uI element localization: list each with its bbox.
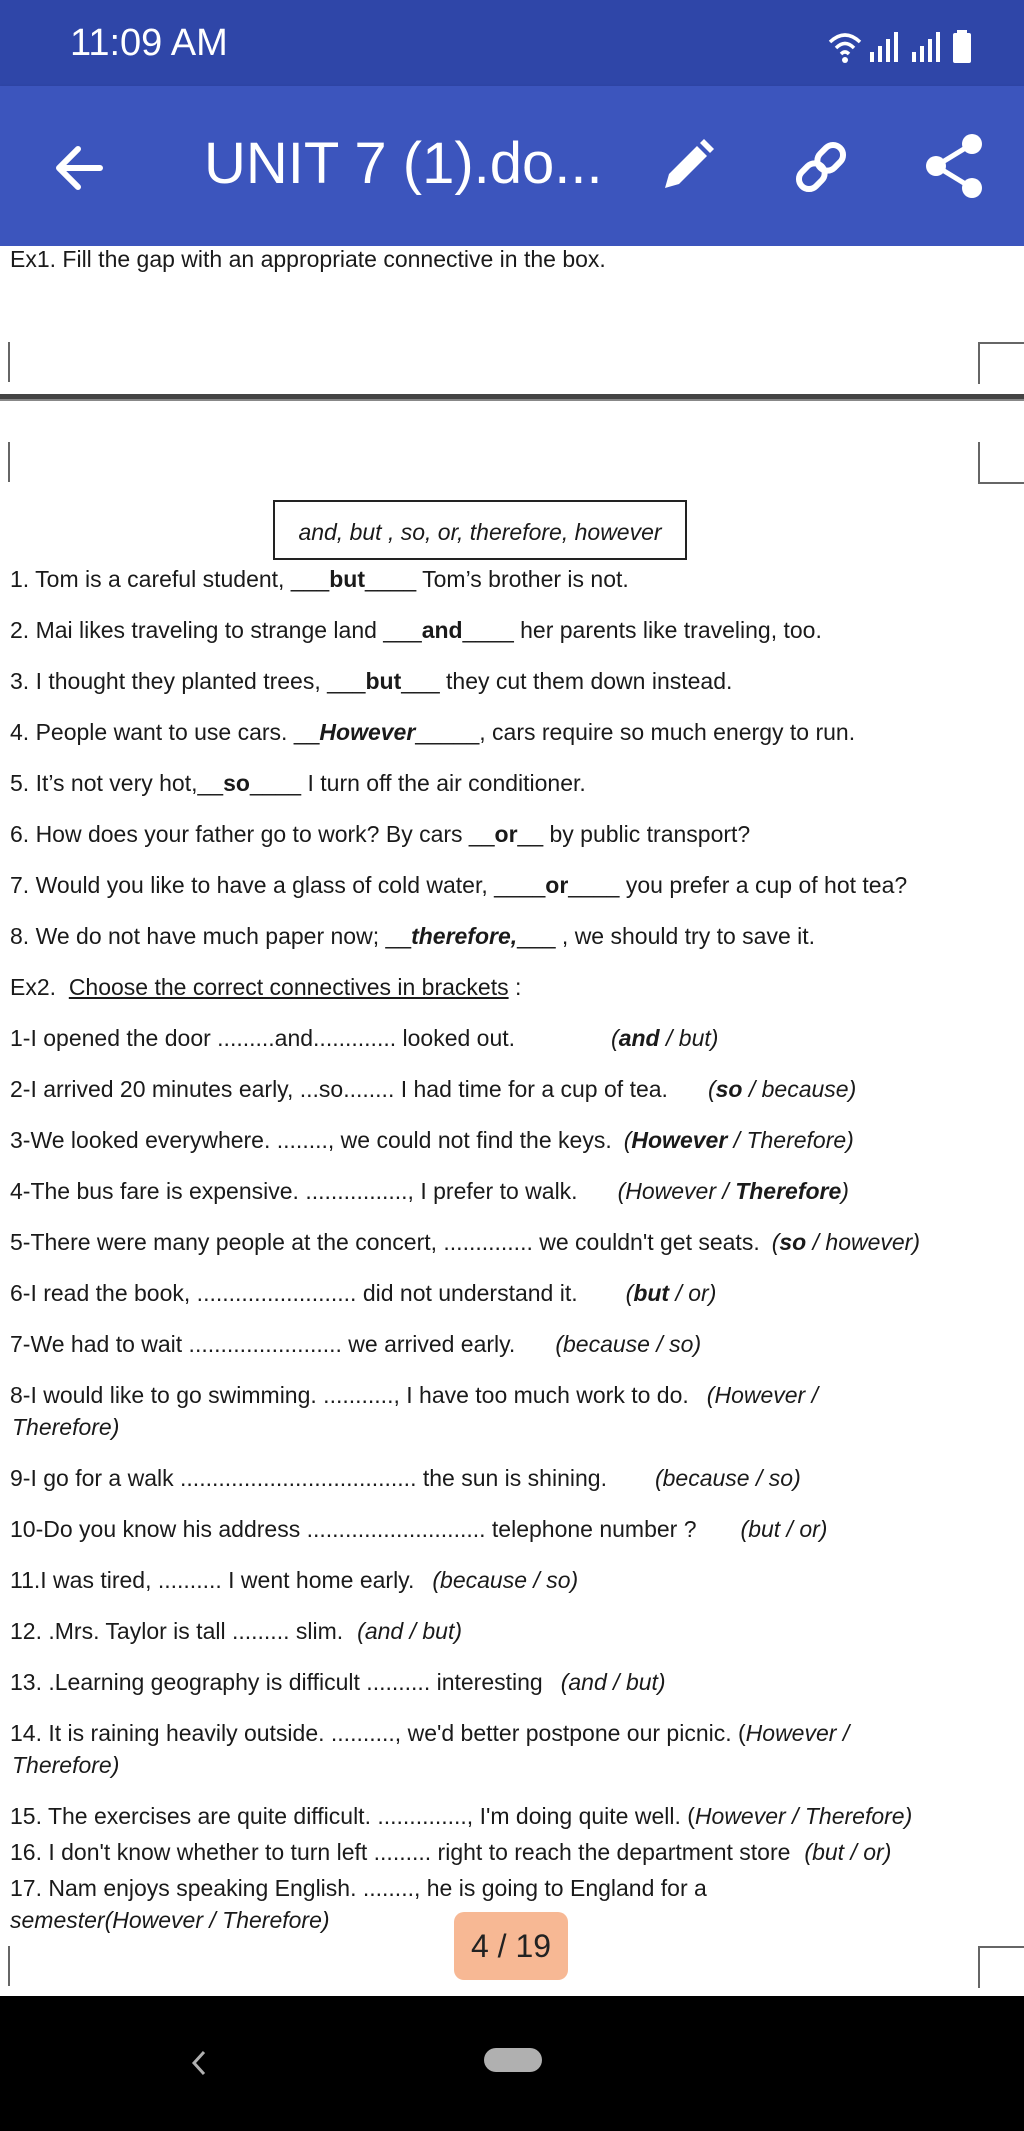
- ex2-item: 11.I was tired, .......... I went home early. (because / so): [10, 1567, 579, 1593]
- ex1-header: Ex1. Fill the gap with an appropriate connective in the box.: [10, 246, 606, 272]
- ex2-item: 1-I opened the door .........and............. looked out. (and / but): [10, 1025, 719, 1051]
- nav-home-button[interactable]: [484, 2048, 542, 2072]
- cell-signal-icon-2: [910, 30, 946, 64]
- ex2-item: 8-I would like to go swimming. ..........., I have too much work to do. (However /: [10, 1382, 818, 1408]
- system-nav-bar: [0, 1996, 1024, 2131]
- arrow-left-icon: [50, 138, 110, 198]
- share-icon: [922, 132, 986, 200]
- ex2-item-continued: Therefore): [12, 1414, 120, 1440]
- document-viewer[interactable]: [0, 246, 1024, 1996]
- ex2-item: 5-There were many people at the concert, .............. we couldn't get seats. (so / however): [10, 1229, 921, 1255]
- link-icon: [788, 134, 854, 200]
- ex2-item: 9-I go for a walk ..................................... the sun is shining. (because / so): [10, 1465, 801, 1491]
- page-corner-mark: [0, 1946, 10, 1986]
- ex1-item: 4. People want to use cars. __However_____, cars require so much energy to run.: [10, 719, 856, 745]
- ex2-item: 17. Nam enjoys speaking English. ........, he is going to England for a: [10, 1875, 707, 1901]
- ex1-item: 1. Tom is a careful student, ___but____ Tom’s brother is not.: [10, 566, 629, 592]
- ex1-item: 8. We do not have much paper now; __therefore,___ , we should try to save it.: [10, 923, 816, 949]
- ex2-item: 7-We had to wait ........................ we arrived early. (because / so): [10, 1331, 702, 1357]
- wifi-icon: [828, 30, 862, 64]
- page-corner-mark: [0, 442, 10, 482]
- ex2-item: 6-I read the book, ......................... did not understand it. (but / or): [10, 1280, 717, 1306]
- ex2-item: 12. .Mrs. Taylor is tall ......... slim. (and / but): [10, 1618, 463, 1644]
- ex2-item-continued: Therefore): [12, 1752, 120, 1778]
- pencil-icon: [655, 134, 719, 198]
- connectives-box: and, but , so, or, therefore, however: [273, 500, 687, 560]
- page-corner-mark: [0, 342, 10, 382]
- document-title: UNIT 7 (1).do...: [204, 131, 603, 196]
- page-indicator: 4 / 19: [454, 1912, 568, 1980]
- link-button[interactable]: [788, 134, 854, 200]
- ex1-item: 7. Would you like to have a glass of cold water, ____or____ you prefer a cup of hot tea?: [10, 872, 908, 898]
- status-bar: [0, 0, 1024, 86]
- page-corner-mark: [978, 442, 1024, 484]
- ex2-item-continued: semester(However / Therefore): [10, 1907, 330, 1933]
- ex2-item: 15. The exercises are quite difficult. .............., I'm doing quite well. (However / Therefore): [10, 1803, 913, 1829]
- ex1-item: 6. How does your father go to work? By cars __or__ by public transport?: [10, 821, 751, 847]
- ex2-item: 13. .Learning geography is difficult .......... interesting (and / but): [10, 1669, 666, 1695]
- back-button[interactable]: [50, 138, 110, 198]
- status-time: 11:09 AM: [70, 22, 228, 64]
- share-button[interactable]: [922, 132, 986, 200]
- ex1-item: 2. Mai likes traveling to strange land ___and____ her parents like traveling, too.: [10, 617, 822, 643]
- ex2-item: 16. I don't know whether to turn left ......... right to reach the department store (but / or): [10, 1839, 892, 1865]
- page-corner-mark: [978, 1946, 1024, 1988]
- ex1-item: 5. It’s not very hot,__so____ I turn off the air conditioner.: [10, 770, 586, 796]
- ex2-item: 3-We looked everywhere. ........, we could not find the keys. (However / Therefore): [10, 1127, 854, 1153]
- ex2-item: 14. It is raining heavily outside. .........., we'd better postpone our picnic. (However /: [10, 1720, 850, 1746]
- chevron-left-icon: [186, 2048, 210, 2078]
- nav-back-button[interactable]: [186, 2048, 210, 2078]
- app-bar: [0, 86, 1024, 246]
- page-separator: [0, 394, 1024, 401]
- ex2-header: Ex2. Choose the correct connectives in brackets :: [10, 974, 522, 1000]
- ex2-item: 2-I arrived 20 minutes early, ...so........ I had time for a cup of tea. (so / because): [10, 1076, 857, 1102]
- status-icons: [828, 24, 972, 64]
- cell-signal-icon: [868, 30, 904, 64]
- page-corner-mark: [978, 342, 1024, 384]
- ex2-item: 4-The bus fare is expensive. ................, I prefer to walk. (However / Therefore): [10, 1178, 849, 1204]
- ex2-item: 10-Do you know his address ............................ telephone number ? (but / or): [10, 1516, 828, 1542]
- edit-button[interactable]: [655, 134, 719, 198]
- battery-icon: [952, 30, 972, 64]
- ex1-item: 3. I thought they planted trees, ___but___ they cut them down instead.: [10, 668, 733, 694]
